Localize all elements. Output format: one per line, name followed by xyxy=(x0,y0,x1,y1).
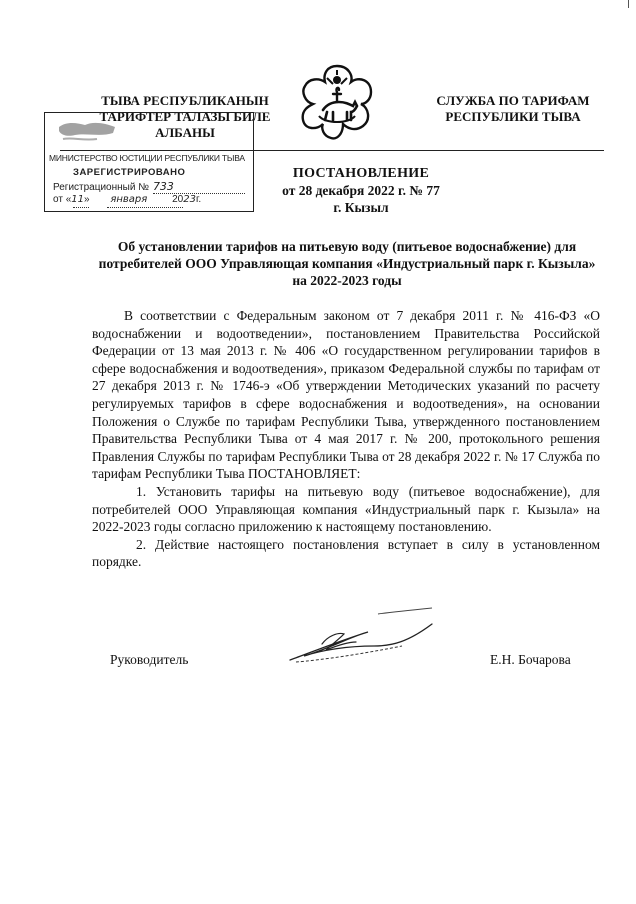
stamp-reg-number-label: Регистрационный № xyxy=(53,182,149,193)
stamp-date-month-line xyxy=(107,207,183,208)
stamp-date-year: 23 xyxy=(183,194,196,205)
registration-stamp xyxy=(44,112,254,212)
stamp-ministry: МИНИСТЕРСТВО ЮСТИЦИИ РЕСПУБЛИКИ ТЫВА xyxy=(49,153,245,163)
document-city: г. Кызыл xyxy=(333,200,389,215)
signatory-position: Руководитель xyxy=(110,652,189,667)
stamp-date-mid: » xyxy=(84,194,90,205)
stamp-date-prefix: от « xyxy=(53,194,72,205)
header-russian-line2: РЕСПУБЛИКИ ТЫВА xyxy=(445,109,581,124)
stamp-date-day: 11 xyxy=(71,194,84,205)
header-tuvan-line2: ТАРИФТЕР ТАЛАЗЫ БИЛЕ xyxy=(99,109,271,124)
document-type: ПОСТАНОВЛЕНИЕ xyxy=(292,166,430,181)
preamble-paragraph: В соответствии с Федеральным законом от 7 декабря 2011 г. № 416-ФЗ «О водоснабжении и водоотведении», постановлением Правительства Российской Федерации от 13 мая 2013 г. № 406 «О государственном регулировании тарифов в сфере водоснабжения и водоотведения», приказом Федеральной службы по тарифам от 27 декабря 2013 г. № 1746-э «Об утверждении Методических указаний по расчету регулируемых тарифов в сфере водоснабжения и водоотведения», на основании Положения о Службе по тарифам Республики Тыва, утвержденного постановлением Правительства Республики Тыва от 4 мая 2017 г. № 200, протокольного решения Правления Службы по тарифам Республики Тыва от 28 декабря 2022 г. № 17 Служба по тарифам Республики Тыва ПОСТАНОВЛЯЕТ: xyxy=(92,308,600,482)
stamp-registered: ЗАРЕГИСТРИРОВАНО xyxy=(73,167,186,178)
item-1-paragraph: 1. Установить тарифы на питьевую воду (питьевое водоснабжение), для потребителей ООО Управляющая компания «Индустриальный парк г. Кызыла» на 2022-2023 годы согласно приложению к настоящему постановлению. xyxy=(92,483,600,535)
signatory-name: Е.Н. Бочарова xyxy=(490,652,571,667)
handwritten-signature xyxy=(282,606,442,672)
stamp-reg-number-value: 733 xyxy=(152,180,174,193)
stamp-date-suffix: г. xyxy=(195,194,202,205)
document-subject: Об установлении тарифов на питьевую воду (питьевое водоснабжение) для потребителей ООО Управляющая компания «Индустриальный парк г. Кызыла» на 2022-2023 годы xyxy=(98,239,596,288)
document-date-number: от 28 декабря 2022 г. № 77 xyxy=(282,183,440,198)
item-2-paragraph: 2. Действие настоящего постановления вступает в силу в установленном порядке. xyxy=(92,536,600,570)
scan-mark xyxy=(628,0,629,8)
header-tuvan-line3: АЛБАНЫ xyxy=(155,125,215,140)
header-tuvan-line1: ТЫВА РЕСПУБЛИКАНЫН xyxy=(101,93,269,108)
stamp-reg-number xyxy=(53,180,174,193)
title-block xyxy=(236,165,486,216)
header-russian xyxy=(420,93,606,125)
stamp-smudge xyxy=(57,117,117,147)
stamp-date xyxy=(53,194,201,205)
header-russian-line1: СЛУЖБА ПО ТАРИФАМ xyxy=(436,93,590,108)
tuva-emblem-icon xyxy=(297,62,377,142)
document-body xyxy=(92,307,600,571)
stamp-date-month: января xyxy=(110,194,148,205)
stamp-date-year-prefix: 20 xyxy=(172,194,184,205)
stamp-date-day-line xyxy=(73,207,89,208)
